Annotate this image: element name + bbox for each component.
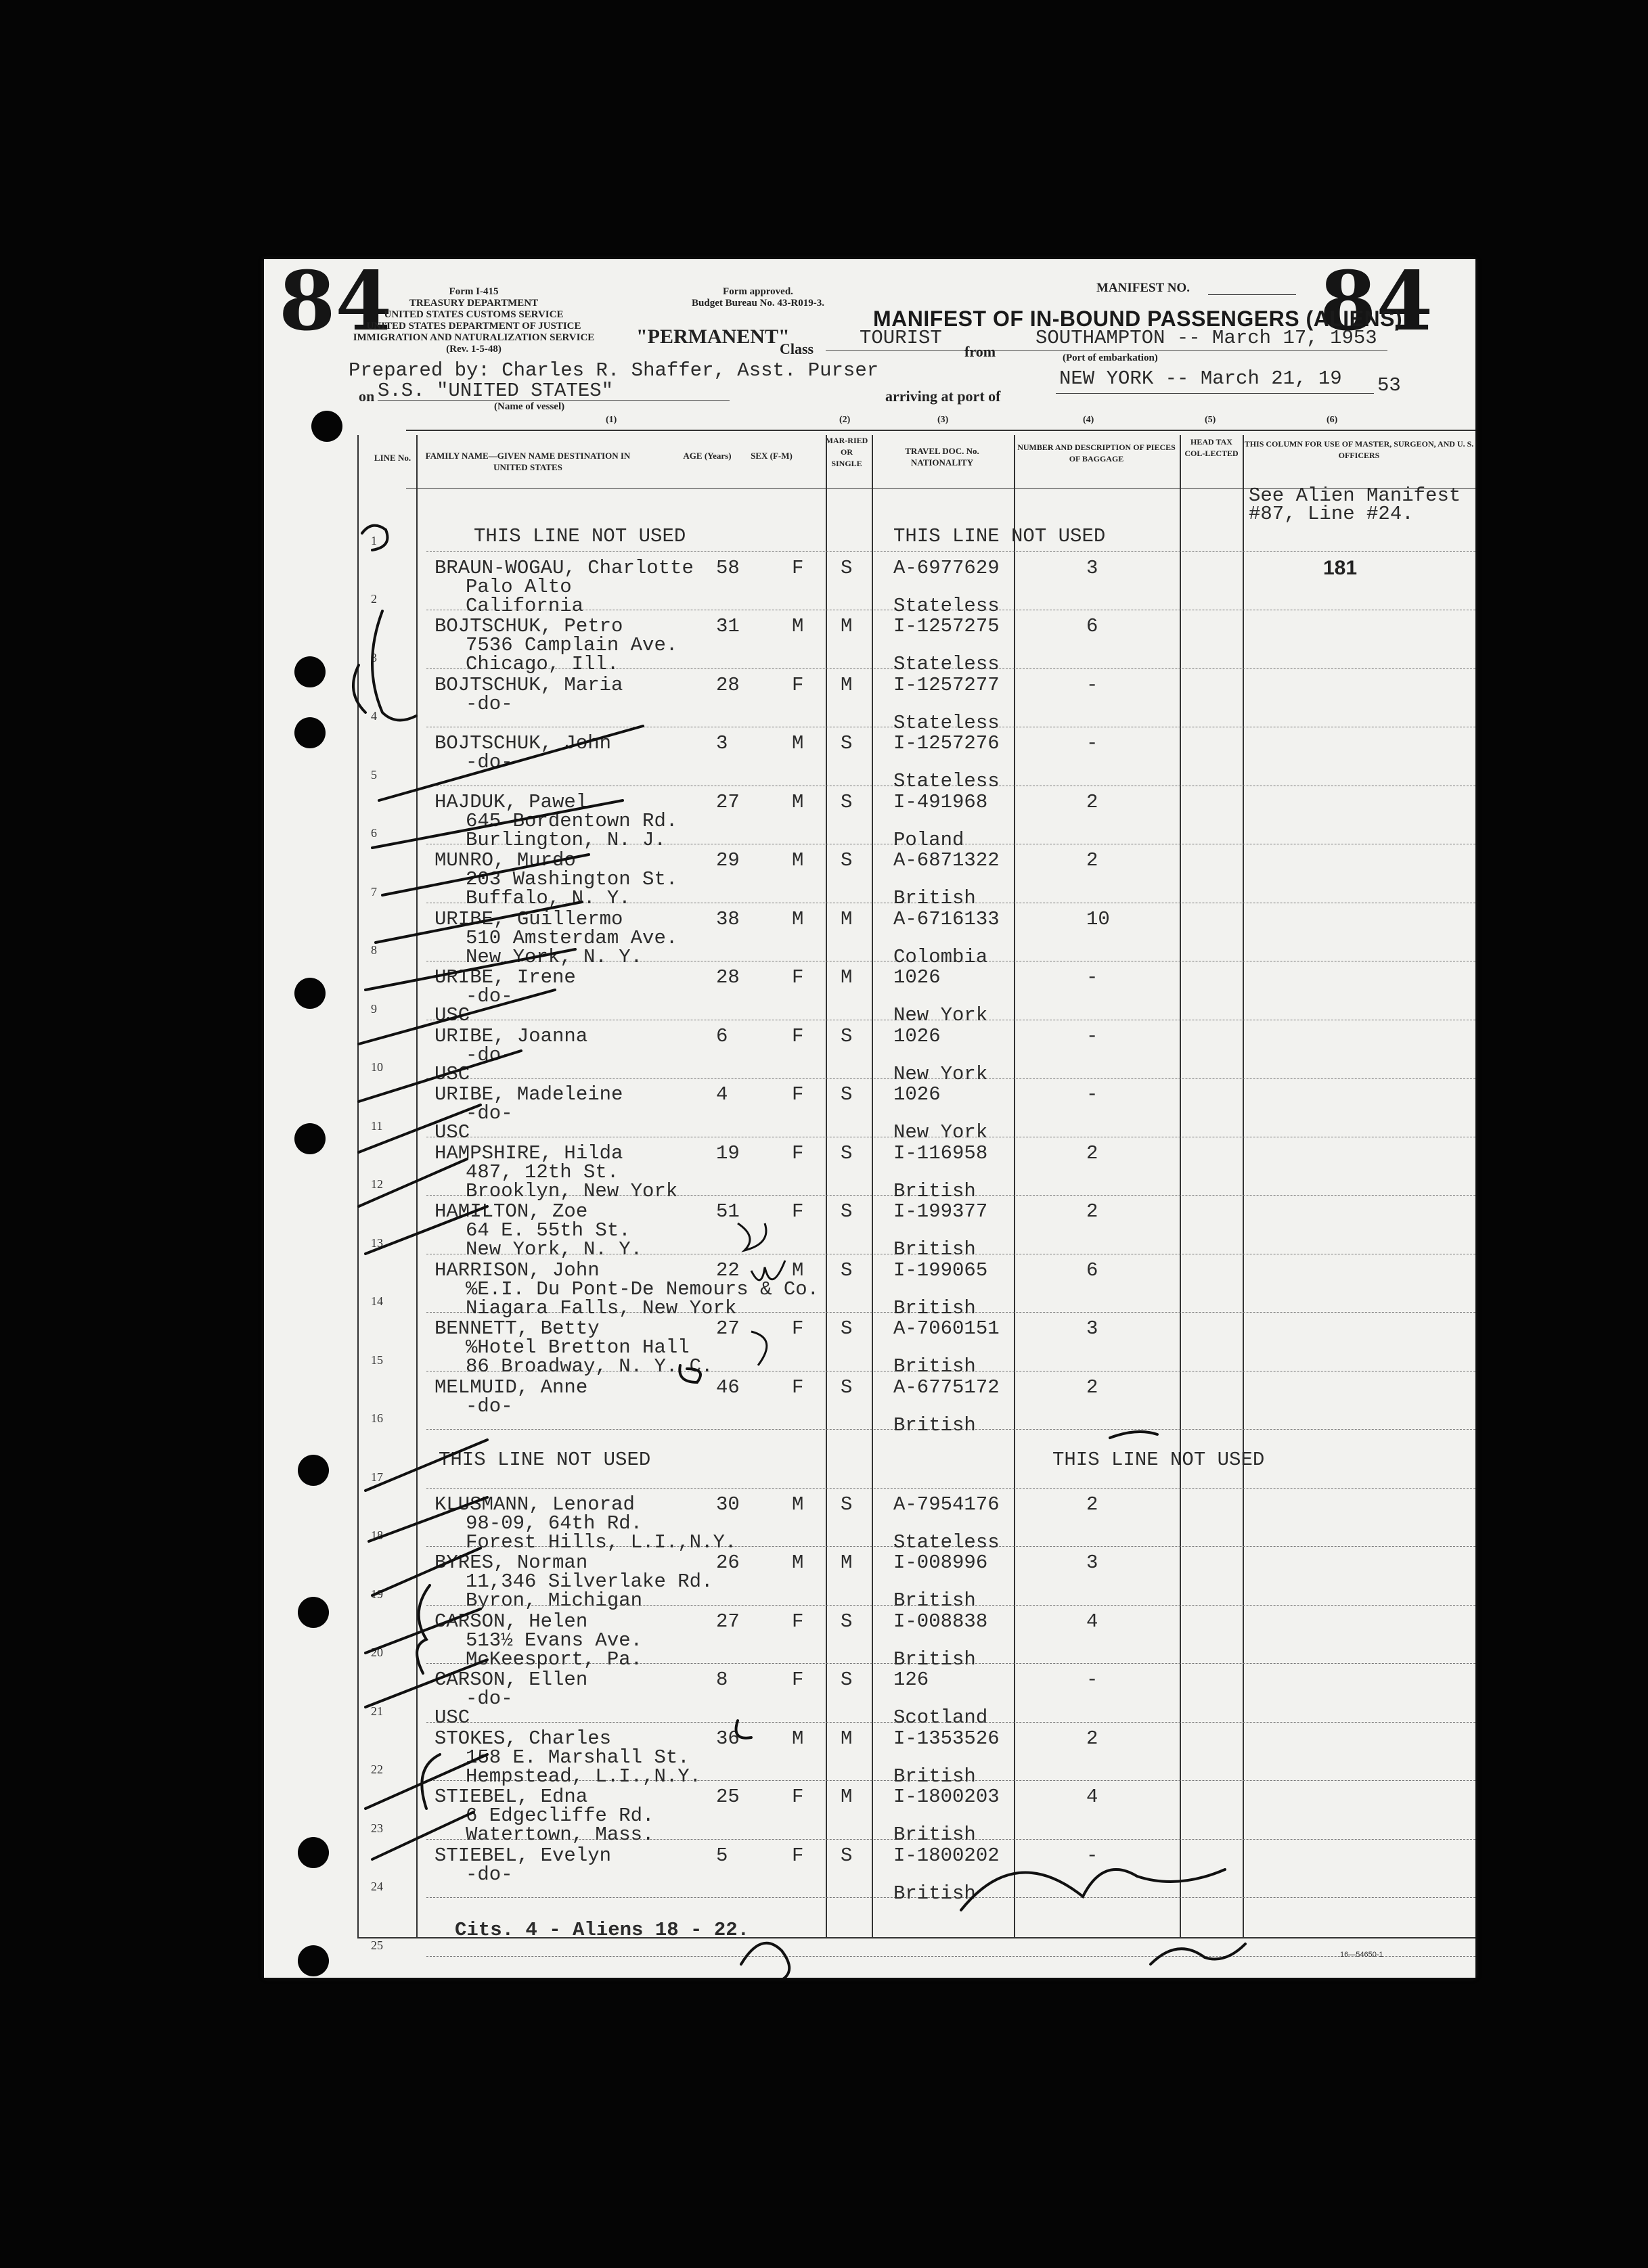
line-not-used-1b: THIS LINE NOT USED <box>893 525 1106 547</box>
passenger-age: 51 <box>716 1200 740 1223</box>
passenger-nationality: British <box>893 1882 976 1905</box>
passenger-marital-status: S <box>841 1258 853 1282</box>
passenger-age: 27 <box>716 1317 740 1340</box>
passenger-name: HARRISON, John <box>435 1258 600 1282</box>
passenger-sex: F <box>792 1024 804 1047</box>
passenger-age: 38 <box>716 907 740 930</box>
line-number: 18 <box>371 1528 383 1542</box>
passenger-travel-doc: I-1257275 <box>893 615 1000 637</box>
handwritten-annotations <box>264 259 1475 1978</box>
from-value: SOUTHAMPTON -- March 17, 1953 <box>1035 327 1377 349</box>
passenger-nationality: Stateless <box>893 770 1000 792</box>
passenger-name: CARSON, Helen <box>435 1610 588 1633</box>
passenger-marital-status: M <box>841 673 853 696</box>
line-number: 19 <box>371 1587 383 1601</box>
passenger-address-line: Palo Alto <box>466 575 572 598</box>
passenger-nationality: British <box>893 1296 976 1319</box>
passenger-age: 27 <box>716 790 740 813</box>
passenger-address-line: %Hotel Bretton Hall <box>466 1336 690 1359</box>
passenger-sex: M <box>792 1727 804 1750</box>
vessel-name: S.S. "UNITED STATES" <box>378 380 614 402</box>
passenger-nationality: New York <box>893 1121 988 1143</box>
passenger-address-line: 64 E. 55th St. <box>466 1219 631 1242</box>
passenger-age: 26 <box>716 1551 740 1574</box>
passenger-age: 31 <box>716 615 740 637</box>
passenger-marital-status: S <box>841 1141 853 1164</box>
punch-hole-6 <box>298 1455 329 1486</box>
passenger-marital-status: S <box>841 849 853 871</box>
passenger-address-line: 7536 Camplain Ave. <box>466 634 678 656</box>
line-number: 22 <box>371 1763 383 1776</box>
passenger-address-line: 86 Broadway, N. Y. C. <box>466 1355 713 1378</box>
passenger-baggage: 3 <box>1086 1551 1098 1574</box>
budget-bureau: Budget Bureau No. 43-R019-3. <box>692 298 824 309</box>
passenger-marital-status: S <box>841 790 853 813</box>
passenger-baggage: - <box>1086 1024 1098 1047</box>
passenger-address-line: McKeesport, Pa. <box>466 1648 643 1671</box>
passenger-address-line: New York, N. Y. <box>466 1238 643 1261</box>
passenger-travel-doc: 1026 <box>893 966 941 989</box>
usc-marker: USC <box>435 1062 470 1085</box>
passenger-baggage: 6 <box>1086 1258 1098 1282</box>
passenger-travel-doc: I-1257276 <box>893 732 1000 754</box>
passenger-name: URIBE, Madeleine <box>435 1083 623 1106</box>
passenger-nationality: British <box>893 887 976 909</box>
passenger-name: BOJTSCHUK, Petro <box>435 615 623 637</box>
passenger-baggage: 6 <box>1086 615 1098 637</box>
passenger-marital-status: S <box>841 732 853 754</box>
passenger-travel-doc: A-6775172 <box>893 1376 1000 1399</box>
passenger-marital-status: S <box>841 1844 853 1867</box>
line-number: 7 <box>371 884 377 899</box>
punch-hole-7 <box>298 1597 329 1628</box>
passenger-nationality: British <box>893 1238 976 1261</box>
passenger-travel-doc: A-7954176 <box>893 1493 1000 1516</box>
class-label: Class <box>780 340 814 357</box>
passenger-name: STIEBEL, Edna <box>435 1786 588 1808</box>
passenger-baggage: 3 <box>1086 556 1098 579</box>
passenger-baggage: - <box>1086 1669 1098 1691</box>
passenger-address-line: 11,346 Silverlake Rd. <box>466 1570 713 1593</box>
from-label: from <box>964 343 996 360</box>
passenger-sex: F <box>792 1376 804 1399</box>
passenger-marital-status: S <box>841 1610 853 1633</box>
passenger-address-line: 510 Amsterdam Ave. <box>466 926 678 949</box>
line-number: 6 <box>371 826 377 840</box>
passenger-baggage: 2 <box>1086 1200 1098 1223</box>
line-number: 16 <box>371 1411 383 1425</box>
punch-hole-9 <box>298 1945 329 1976</box>
stamp-number-right: 84 <box>1320 254 1433 349</box>
handwritten-181: 181 <box>1323 557 1358 579</box>
passenger-name: BRAUN-WOGAU, Charlotte <box>435 556 694 579</box>
passenger-age: 19 <box>716 1141 740 1164</box>
passenger-age: 58 <box>716 556 740 579</box>
passenger-travel-doc: I-199065 <box>893 1258 988 1282</box>
passenger-address-line: 98-09, 64th Rd. <box>466 1512 643 1535</box>
punch-hole-5 <box>294 1123 326 1154</box>
line-number: 9 <box>371 1001 377 1016</box>
passenger-baggage: 2 <box>1086 849 1098 871</box>
passenger-age: 6 <box>716 1024 728 1047</box>
passenger-sex: F <box>792 556 804 579</box>
punch-hole-8 <box>298 1837 329 1868</box>
passenger-nationality: Colombia <box>893 945 988 968</box>
passenger-sex: F <box>792 1317 804 1340</box>
passenger-address-line: 487, 12th St. <box>466 1160 619 1183</box>
passenger-baggage: - <box>1086 673 1098 696</box>
passenger-travel-doc: I-1353526 <box>893 1727 1000 1750</box>
passenger-address-line: -do- <box>466 751 513 773</box>
passenger-baggage: 4 <box>1086 1786 1098 1808</box>
passenger-travel-doc: 1026 <box>893 1024 941 1047</box>
prepared-by: Prepared by: Charles R. Shaffer, Asst. Purser <box>349 359 879 382</box>
passenger-sex: M <box>792 1493 804 1516</box>
passenger-nationality: Stateless <box>893 711 1000 734</box>
passenger-age: 22 <box>716 1258 740 1282</box>
passenger-nationality: Stateless <box>893 1530 1000 1553</box>
arriving-value: NEW YORK -- March 21, 19 <box>1059 367 1342 390</box>
passenger-address-line: Niagara Falls, New York <box>466 1296 737 1319</box>
passenger-sex: F <box>792 966 804 989</box>
passenger-nationality: British <box>893 1589 976 1612</box>
passenger-age: 36 <box>716 1727 740 1750</box>
col-header-name: FAMILY NAME—GIVEN NAME DESTINATION IN UNITED STATES <box>425 451 631 472</box>
col-num-6: (6) <box>1327 415 1338 425</box>
col-header-baggage: NUMBER AND DESCRIPTION OF PIECES OF BAGGAGE <box>1017 443 1176 463</box>
passenger-sex: F <box>792 1669 804 1691</box>
passenger-travel-doc: A-7060151 <box>893 1317 1000 1340</box>
passenger-address-line: 158 E. Marshall St. <box>466 1746 690 1769</box>
passenger-nationality: New York <box>893 1062 988 1085</box>
passenger-name: CARSON, Ellen <box>435 1669 588 1691</box>
passenger-marital-status: M <box>841 966 853 989</box>
passenger-address-line: Byron, Michigan <box>466 1589 643 1612</box>
passenger-baggage: 3 <box>1086 1317 1098 1340</box>
passenger-baggage: - <box>1086 1844 1098 1867</box>
line-number: 25 <box>371 1938 383 1952</box>
passenger-address-line: 645 Bordentown Rd. <box>466 809 678 832</box>
line-number: 23 <box>371 1821 383 1835</box>
passenger-nationality: British <box>893 1765 976 1788</box>
passenger-address-line: Hempstead, L.I.,N.Y. <box>466 1765 702 1788</box>
col-header-married: MAR-RIED OR SINGLE <box>825 436 868 468</box>
passenger-address-line: -do- <box>466 1687 513 1710</box>
passenger-travel-doc: A-6871322 <box>893 849 1000 871</box>
passenger-name: BOJTSCHUK, John <box>435 732 612 754</box>
col-header-age: AGE (Years) <box>683 451 732 461</box>
passenger-age: 27 <box>716 1610 740 1633</box>
passenger-baggage: 2 <box>1086 1376 1098 1399</box>
passenger-travel-doc: I-199377 <box>893 1200 988 1223</box>
punch-hole-4 <box>294 978 326 1009</box>
passenger-marital-status: S <box>841 1083 853 1106</box>
passenger-marital-status: S <box>841 556 853 579</box>
col-header-line-no: LINE No. <box>374 453 411 463</box>
line-number: 14 <box>371 1294 383 1308</box>
passenger-address-line: California <box>466 594 584 617</box>
passenger-travel-doc: I-491968 <box>893 790 988 813</box>
passenger-travel-doc: I-1800202 <box>893 1844 1000 1867</box>
passenger-marital-status: S <box>841 1493 853 1516</box>
passenger-sex: M <box>792 1258 804 1282</box>
passenger-name: MUNRO, Murdo <box>435 849 576 871</box>
passenger-name: BYRES, Norman <box>435 1551 588 1574</box>
passenger-nationality: Stateless <box>893 594 1000 617</box>
passenger-name: URIBE, Joanna <box>435 1024 588 1047</box>
line-number: 12 <box>371 1177 383 1191</box>
passenger-nationality: New York <box>893 1004 988 1026</box>
col-num-1: (1) <box>606 415 617 425</box>
line-number: 4 <box>371 709 377 723</box>
line-number: 13 <box>371 1235 383 1250</box>
form-approved: Form approved. <box>723 286 793 297</box>
class-value: TOURIST <box>860 327 942 349</box>
passenger-baggage: - <box>1086 966 1098 989</box>
passenger-age: 30 <box>716 1493 740 1516</box>
on-label: on <box>359 388 375 405</box>
line-number: 8 <box>371 943 377 957</box>
passenger-name: HAMILTON, Zoe <box>435 1200 588 1223</box>
port-embarkation-label: (Port of embarkation) <box>1063 353 1158 363</box>
passenger-address-line: -do- <box>466 1043 513 1066</box>
line-number: 24 <box>371 1880 383 1893</box>
col-header-head-tax: HEAD TAX COL-LECTED <box>1184 437 1239 458</box>
passenger-marital-status: S <box>841 1200 853 1223</box>
passenger-address-line: 203 Washington St. <box>466 868 678 890</box>
passenger-name: HAMPSHIRE, Hilda <box>435 1141 623 1164</box>
usc-marker: USC <box>435 1121 470 1143</box>
passenger-baggage: 2 <box>1086 1141 1098 1164</box>
line-number: 1 <box>371 533 377 547</box>
stamp-number-left: 84 <box>279 254 392 349</box>
passenger-sex: M <box>792 732 804 754</box>
line-not-used-17b: THIS LINE NOT USED <box>1052 1449 1265 1471</box>
passenger-age: 5 <box>716 1844 728 1867</box>
passenger-sex: F <box>792 1786 804 1808</box>
passenger-name: STIEBEL, Evelyn <box>435 1844 612 1867</box>
passenger-baggage: 2 <box>1086 1493 1098 1516</box>
passenger-baggage: 2 <box>1086 1727 1098 1750</box>
passenger-baggage: 4 <box>1086 1610 1098 1633</box>
col-header-officers: THIS COLUMN FOR USE OF MASTER, SURGEON, AND U. S. OFFICERS <box>1244 439 1474 460</box>
dept-immigration: IMMIGRATION AND NATURALIZATION SERVICE <box>353 332 595 343</box>
passenger-sex: M <box>792 615 804 637</box>
vessel-label: (Name of vessel) <box>494 401 565 412</box>
passenger-marital-status: M <box>841 1551 853 1574</box>
passenger-sex: F <box>792 1200 804 1223</box>
see-alien-manifest: See Alien Manifest <box>1249 484 1461 507</box>
passenger-marital-status: S <box>841 1317 853 1340</box>
passenger-name: STOKES, Charles <box>435 1727 612 1750</box>
passenger-address-line: -do- <box>466 1394 513 1418</box>
passenger-travel-doc: I-008838 <box>893 1610 988 1633</box>
manifest-title: MANIFEST OF IN-BOUND PASSENGERS (ALIENS) <box>873 307 1403 331</box>
passenger-name: HAJDUK, Pawel <box>435 790 588 813</box>
form-print-code: 16—54650-1 <box>1340 1951 1383 1959</box>
line-number: 10 <box>371 1060 383 1074</box>
passenger-marital-status: M <box>841 907 853 930</box>
passenger-name: BENNETT, Betty <box>435 1317 600 1340</box>
passenger-marital-status: M <box>841 615 853 637</box>
arriving-year: 53 <box>1377 374 1401 396</box>
passenger-age: 4 <box>716 1083 728 1106</box>
passenger-address-line: Burlington, N. J. <box>466 828 666 851</box>
line-number: 11 <box>371 1118 383 1133</box>
revision: (Rev. 1-5-48) <box>446 344 502 355</box>
see-alien-manifest-ref: #87, Line #24. <box>1249 503 1414 525</box>
line-not-used-17a: THIS LINE NOT USED <box>439 1449 651 1471</box>
passenger-sex: M <box>792 849 804 871</box>
line-number: 5 <box>371 767 377 781</box>
passenger-address-line: -do- <box>466 1102 513 1125</box>
usc-marker: USC <box>435 1004 470 1026</box>
passenger-name: MELMUID, Anne <box>435 1376 588 1399</box>
passenger-nationality: Poland <box>893 828 964 851</box>
col-num-2: (2) <box>839 415 851 425</box>
passenger-sex: F <box>792 1083 804 1106</box>
passenger-travel-doc: I-008996 <box>893 1551 988 1574</box>
line-number: 20 <box>371 1646 383 1659</box>
usc-marker: USC <box>435 1706 470 1729</box>
line-one-circle <box>362 526 388 550</box>
passenger-baggage: 2 <box>1086 790 1098 813</box>
punch-hole-1 <box>311 411 342 442</box>
dept-treasury: TREASURY DEPARTMENT <box>409 298 539 309</box>
line-number: 17 <box>371 1470 383 1484</box>
passenger-age: 28 <box>716 966 740 989</box>
line-number: 3 <box>371 650 377 664</box>
dept-customs: UNITED STATES CUSTOMS SERVICE <box>384 309 564 320</box>
passenger-marital-status: S <box>841 1376 853 1399</box>
col-num-3: (3) <box>937 415 949 425</box>
passenger-address-line: Buffalo, N. Y. <box>466 887 631 909</box>
passenger-age: 25 <box>716 1786 740 1808</box>
passenger-nationality: British <box>893 1413 976 1436</box>
passenger-baggage: - <box>1086 732 1098 754</box>
passenger-marital-status: S <box>841 1669 853 1691</box>
line-number: 2 <box>371 592 377 606</box>
col-header-travel-doc: TRAVEL DOC. No. NATIONALITY <box>905 446 979 468</box>
punch-hole-3 <box>294 717 326 748</box>
totals-line: Cits. 4 - Aliens 18 - 22. <box>455 1919 750 1941</box>
passenger-travel-doc: A-6977629 <box>893 556 1000 579</box>
passenger-address-line: 6 Edgecliffe Rd. <box>466 1805 654 1827</box>
passenger-sex: F <box>792 1610 804 1633</box>
passenger-sex: F <box>792 1844 804 1867</box>
passenger-nationality: Scotland <box>893 1706 988 1729</box>
passenger-address-line: Forest Hills, L.I.,N.Y. <box>466 1530 737 1553</box>
punch-hole-2 <box>294 656 326 687</box>
passenger-sex: F <box>792 1141 804 1164</box>
passenger-age: 28 <box>716 673 740 696</box>
passenger-travel-doc: I-1800203 <box>893 1786 1000 1808</box>
arriving-label: arriving at port of <box>885 388 1001 405</box>
passenger-address-line: New York, N. Y. <box>466 945 643 968</box>
passenger-nationality: British <box>893 1823 976 1846</box>
passenger-address-line: 513½ Evans Ave. <box>466 1629 643 1652</box>
passenger-travel-doc: I-116958 <box>893 1141 988 1164</box>
col-header-sex: SEX (F-M) <box>751 451 793 461</box>
passenger-age: 8 <box>716 1669 728 1691</box>
passenger-baggage: - <box>1086 1083 1098 1106</box>
line-not-used-1a: THIS LINE NOT USED <box>474 525 686 547</box>
manifest-page <box>264 254 1475 1978</box>
passenger-nationality: British <box>893 1179 976 1202</box>
passenger-age: 29 <box>716 849 740 871</box>
passenger-sex: F <box>792 673 804 696</box>
passenger-age: 3 <box>716 732 728 754</box>
passenger-baggage: 10 <box>1086 907 1110 930</box>
passenger-address-line: -do- <box>466 985 513 1007</box>
passenger-name: KLUSMANN, Lenorad <box>435 1493 635 1516</box>
passenger-nationality: British <box>893 1355 976 1378</box>
passenger-address-line: Chicago, Ill. <box>466 653 619 675</box>
passenger-sex: M <box>792 1551 804 1574</box>
manifest-no-label: MANIFEST NO. <box>1096 281 1190 295</box>
passenger-travel-doc: A-6716133 <box>893 907 1000 930</box>
passenger-age: 46 <box>716 1376 740 1399</box>
passenger-travel-doc: 126 <box>893 1669 929 1691</box>
passenger-address-line: Brooklyn, New York <box>466 1179 678 1202</box>
line-number: 15 <box>371 1353 383 1367</box>
passenger-address-line: -do- <box>466 692 513 715</box>
permanent-label: "PERMANENT" <box>636 325 790 348</box>
dept-justice: UNITED STATES DEPARTMENT OF JUSTICE <box>366 321 581 332</box>
passenger-sex: M <box>792 907 804 930</box>
line-number: 21 <box>371 1704 383 1718</box>
passenger-marital-status: M <box>841 1786 853 1808</box>
passenger-address-line: -do- <box>466 1863 513 1886</box>
col-num-4: (4) <box>1083 415 1094 425</box>
passenger-name: URIBE, Guillermo <box>435 907 623 930</box>
passenger-nationality: Stateless <box>893 653 1000 675</box>
passenger-name: BOJTSCHUK, Maria <box>435 673 623 696</box>
passenger-marital-status: S <box>841 1024 853 1047</box>
passenger-nationality: British <box>893 1648 976 1671</box>
passenger-travel-doc: I-1257277 <box>893 673 1000 696</box>
passenger-address-line: Watertown, Mass. <box>466 1823 654 1846</box>
passenger-sex: M <box>792 790 804 813</box>
passenger-name: URIBE, Irene <box>435 966 576 989</box>
passenger-address-line: %E.I. Du Pont-De Nemours & Co. <box>466 1277 820 1300</box>
form-number: Form I-415 <box>449 286 499 297</box>
passenger-marital-status: M <box>841 1727 853 1750</box>
col-num-5: (5) <box>1205 415 1216 425</box>
passenger-travel-doc: 1026 <box>893 1083 941 1106</box>
